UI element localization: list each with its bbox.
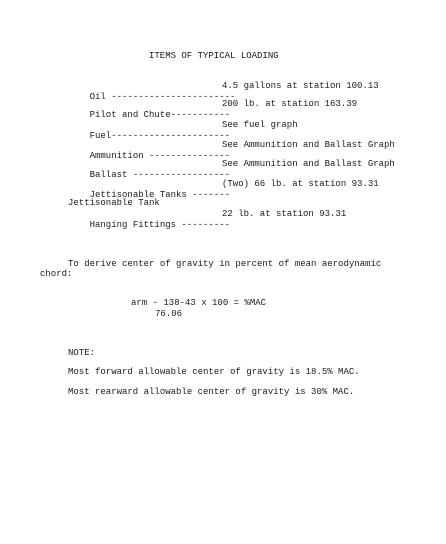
- item-value: See Ammunition and Ballast Graph: [222, 159, 395, 169]
- note-rearward: Most rearward allowable center of gravity is 30% MAC.: [68, 387, 355, 397]
- formula-denominator: 76.06: [155, 309, 183, 319]
- derive-text: To derive center of gravity in percent of mean aerodynamic: [68, 259, 382, 269]
- note-label: NOTE:: [68, 348, 96, 358]
- item-label: Ballast ------------------: [89, 170, 231, 180]
- formula: arm - 138-43 x 100 = %MAC: [131, 298, 267, 308]
- item-label: Fuel----------------------: [89, 131, 231, 141]
- item-label: Pilot and Chute-----------: [89, 110, 231, 120]
- item-label: Jettisonable Tanks -------: [89, 190, 231, 200]
- note-forward: Most forward allowable center of gravity is 18.5% MAC.: [68, 367, 360, 377]
- item-label: Oil -----------------------: [89, 92, 236, 102]
- derive-text-cont: chord:: [40, 269, 73, 279]
- item-value: 200 lb. at station 163.39: [222, 99, 358, 109]
- loading-item-hanging-fittings-line1: Jettisonable Tank: [68, 198, 160, 208]
- page-title: ITEMS OF TYPICAL LOADING: [149, 51, 279, 61]
- item-label: Ammunition ---------------: [89, 151, 231, 161]
- loading-item-hanging-fittings: [68, 209, 230, 242]
- item-value: See fuel graph: [222, 120, 298, 130]
- item-value: 22 lb. at station 93.31: [222, 209, 347, 219]
- item-label: Hanging Fittings ---------: [89, 220, 231, 230]
- item-value: 4.5 gallons at station 100.13: [222, 81, 379, 91]
- item-value: See Ammunition and Ballast Graph: [222, 140, 395, 150]
- item-value: (Two) 66 lb. at station 93.31: [222, 179, 379, 189]
